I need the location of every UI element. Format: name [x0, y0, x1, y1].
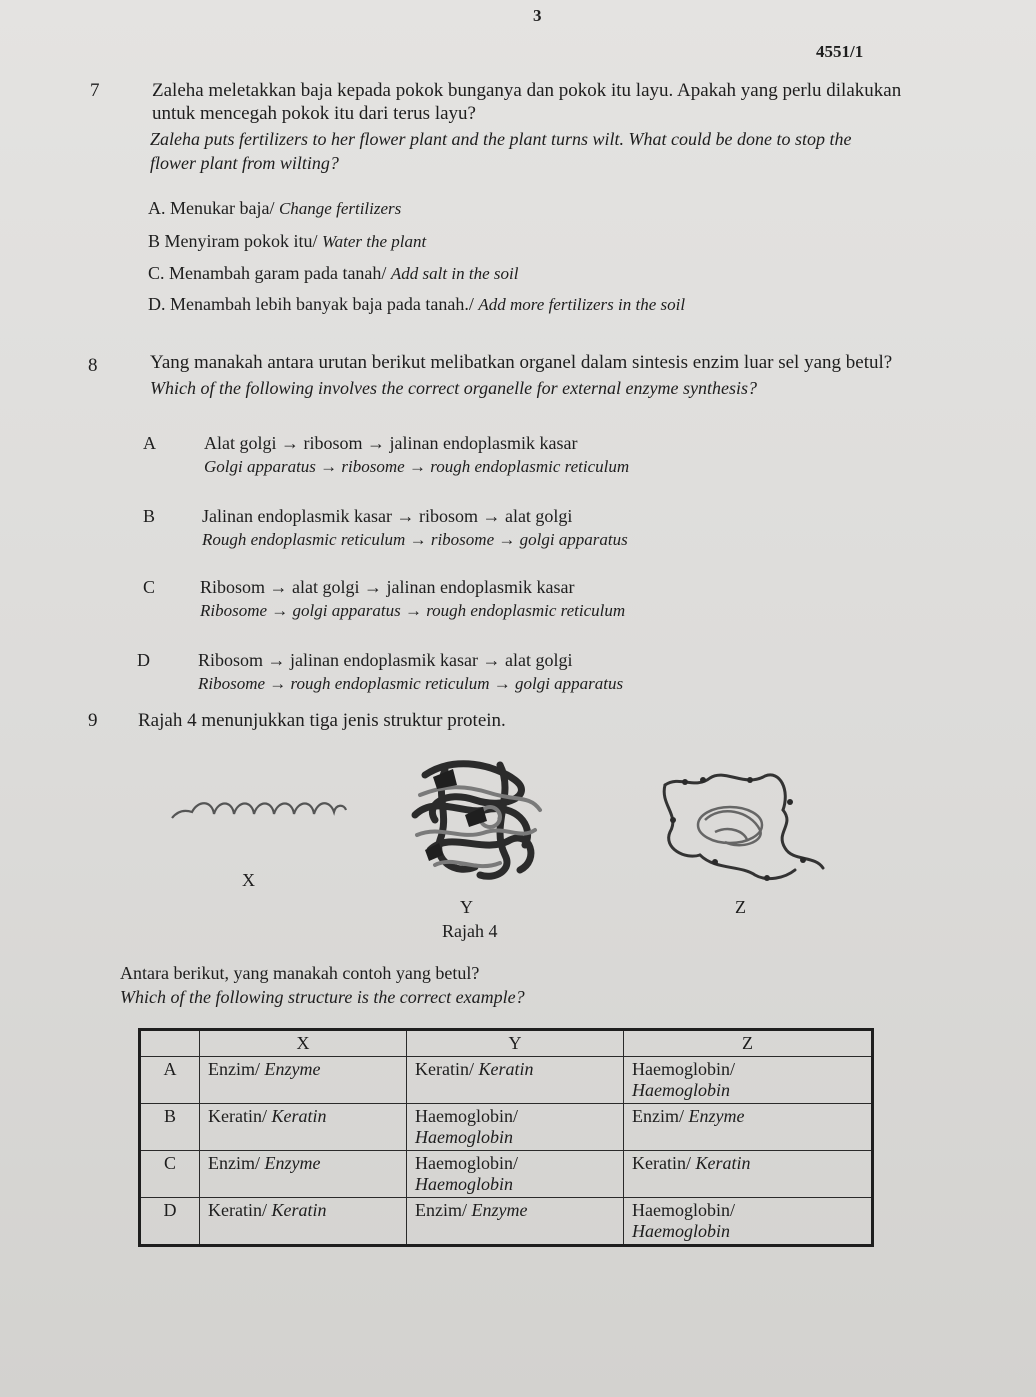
- option-letter: B: [148, 231, 161, 251]
- cell-z: Haemoglobin/ Haemoglobin: [624, 1198, 873, 1246]
- row-letter: D: [140, 1198, 200, 1246]
- figure-caption: Rajah 4: [442, 921, 498, 941]
- q8-option-a-letter[interactable]: A: [143, 433, 156, 453]
- figure-label-z: Z: [735, 897, 746, 917]
- table-row-a[interactable]: [140, 1057, 873, 1104]
- protein-structure-x-figure: [170, 790, 350, 830]
- q7-text-en-2: flower plant from wilting?: [150, 153, 339, 173]
- q8-option-b-letter[interactable]: B: [143, 506, 156, 526]
- q7-number: 7: [90, 80, 100, 101]
- option-text-en: Add salt in the soil: [390, 264, 519, 283]
- q8-option-b-ms[interactable]: Jalinan endoplasmik kasar → ribosom → alat golgi: [202, 506, 573, 526]
- q7-text-en-1: Zaleha puts fertilizers to her flower plant and the plant turns wilt. What could be done to stop the: [150, 129, 852, 149]
- q8-number: 8: [88, 355, 98, 376]
- row-letter: B: [140, 1104, 200, 1151]
- table-header-row: [140, 1030, 873, 1057]
- q7-option-a[interactable]: [148, 198, 401, 219]
- figure-label-x: X: [242, 870, 255, 890]
- q7-text-ms-2: untuk mencegah pokok itu dari terus layu?: [152, 103, 476, 124]
- option-letter: D.: [148, 294, 166, 314]
- cell-y: Haemoglobin/ Haemoglobin: [407, 1151, 624, 1198]
- q9-text-ms: Rajah 4 menunjukkan tiga jenis struktur protein.: [138, 710, 506, 731]
- table-row-c[interactable]: [140, 1151, 873, 1198]
- page-number: 3: [533, 6, 542, 25]
- q7-option-c[interactable]: [148, 263, 518, 284]
- option-text-ms: Menukar baja/: [170, 198, 275, 218]
- q7-option-d[interactable]: [148, 294, 685, 315]
- table-header-z: Z: [624, 1030, 873, 1057]
- row-letter: A: [140, 1057, 200, 1104]
- table-row-b[interactable]: [140, 1104, 873, 1151]
- q8-option-c-ms[interactable]: Ribosom → alat golgi → jalinan endoplasmik kasar: [200, 577, 575, 597]
- cell-x: Keratin/ Keratin: [200, 1104, 407, 1151]
- q8-option-b-en[interactable]: Rough endoplasmic reticulum → ribosome → golgi apparatus: [202, 530, 628, 549]
- q8-text-en: Which of the following involves the correct organelle for external enzyme synthesis?: [150, 378, 758, 398]
- cell-x: Enzim/ Enzyme: [200, 1151, 407, 1198]
- q8-option-d-letter[interactable]: D: [137, 650, 150, 670]
- q7-text-ms-1: Zaleha meletakkan baja kepada pokok bunganya dan pokok itu layu. Apakah yang perlu dilakukan: [152, 80, 902, 101]
- q9-question-ms: Antara berikut, yang manakah contoh yang betul?: [120, 963, 480, 983]
- q8-option-d-en[interactable]: Ribosome → rough endoplasmic reticulum → golgi apparatus: [198, 674, 624, 693]
- table-header-blank: [140, 1030, 200, 1057]
- row-letter: C: [140, 1151, 200, 1198]
- table-header-y: Y: [407, 1030, 624, 1057]
- option-text-en: Add more fertilizers in the soil: [478, 295, 686, 314]
- cell-y: Enzim/ Enzyme: [407, 1198, 624, 1246]
- cell-z: Haemoglobin/ Haemoglobin: [624, 1057, 873, 1104]
- q8-text-ms: Yang manakah antara urutan berikut melibatkan organel dalam sintesis enzim luar sel yang betul?: [150, 352, 893, 373]
- answer-table: [138, 1028, 874, 1247]
- q9-question-en: Which of the following structure is the correct example?: [120, 987, 525, 1007]
- cell-x: Enzim/ Enzyme: [200, 1057, 407, 1104]
- option-letter: A.: [148, 198, 166, 218]
- cell-y: Keratin/ Keratin: [407, 1057, 624, 1104]
- option-letter: C.: [148, 263, 165, 283]
- cell-z: Keratin/ Keratin: [624, 1151, 873, 1198]
- figure-label-y: Y: [460, 897, 473, 917]
- q7-option-b[interactable]: [148, 231, 426, 252]
- table-row-d[interactable]: [140, 1198, 873, 1246]
- option-text-ms: Menyiram pokok itu/: [164, 231, 318, 251]
- protein-structure-z-figure: [655, 770, 835, 890]
- q8-option-c-letter[interactable]: C: [143, 577, 156, 597]
- paper-code: 4551/1: [816, 42, 864, 61]
- table-header-x: X: [200, 1030, 407, 1057]
- option-text-en: Change fertilizers: [278, 199, 402, 218]
- q9-number: 9: [88, 710, 98, 731]
- cell-x: Keratin/ Keratin: [200, 1198, 407, 1246]
- q8-option-c-en[interactable]: Ribosome → golgi apparatus → rough endoplasmic reticulum: [200, 601, 626, 620]
- option-text-ms: Menambah lebih banyak baja pada tanah./: [170, 294, 474, 314]
- cell-y: Haemoglobin/ Haemoglobin: [407, 1104, 624, 1151]
- option-text-en: Water the plant: [322, 232, 427, 251]
- q8-option-a-en[interactable]: Golgi apparatus → ribosome → rough endoplasmic reticulum: [204, 457, 630, 476]
- q8-option-d-ms[interactable]: Ribosom → jalinan endoplasmik kasar → alat golgi: [198, 650, 573, 670]
- q8-option-a-ms[interactable]: Alat golgi → ribosom → jalinan endoplasmik kasar: [204, 433, 578, 453]
- option-text-ms: Menambah garam pada tanah/: [169, 263, 387, 283]
- cell-z: Enzim/ Enzyme: [624, 1104, 873, 1151]
- protein-structure-y-figure: [405, 755, 550, 885]
